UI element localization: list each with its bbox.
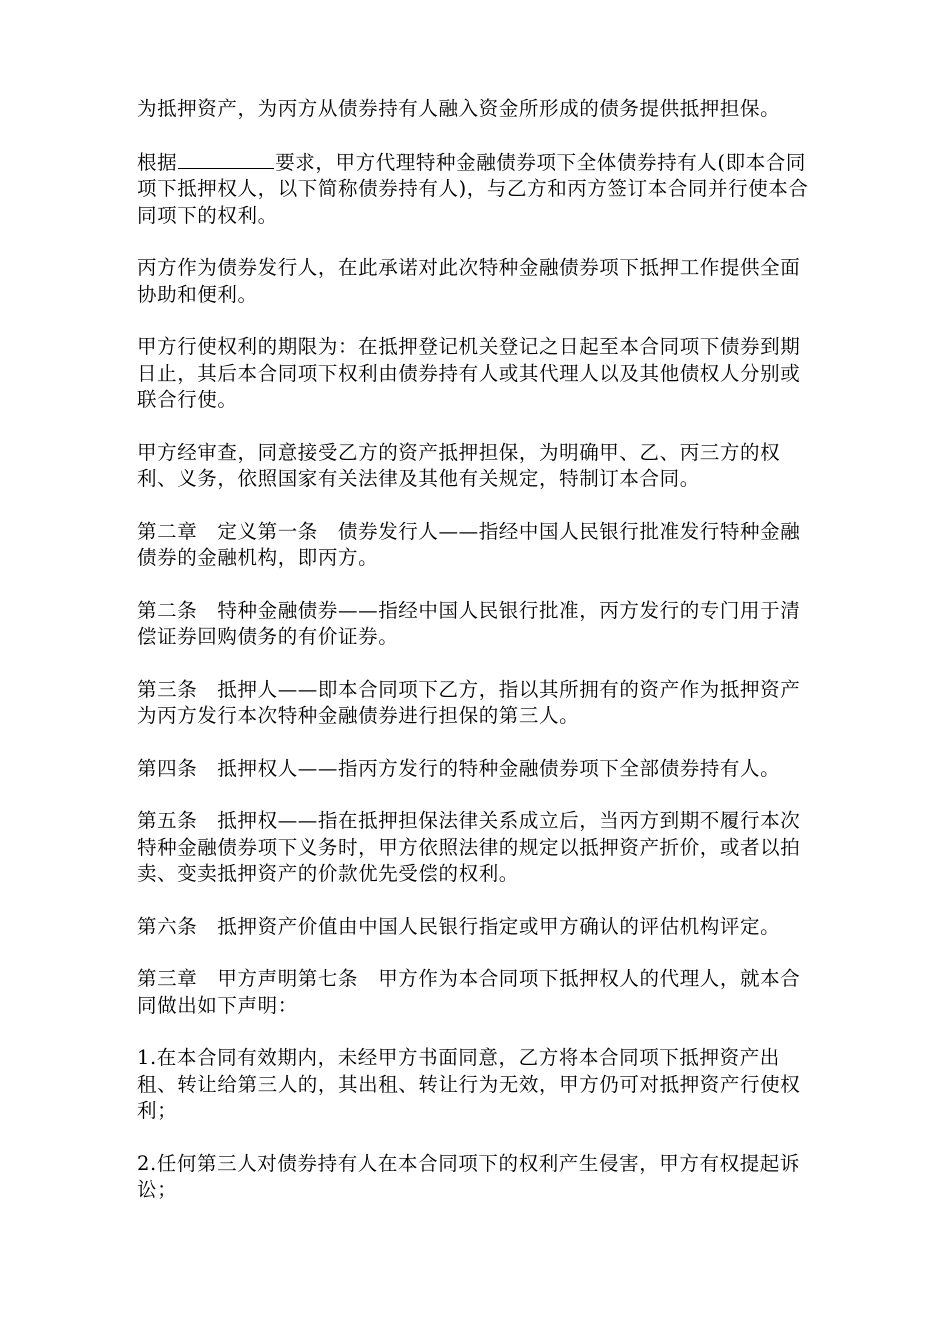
authorization-prefix: 根据 [137, 150, 178, 174]
clause-6-asset-valuation: 第六条 抵押资产价值由中国人民银行指定或甲方确认的评估机构评定。 [137, 914, 781, 938]
clause-1-bond-issuer: 第二章 定义第一条 债券发行人——指经中国人民银行批准发行特种金融债券的金融机构，即丙方。 [137, 519, 801, 569]
clause-4-mortgagee: 第四条 抵押权人——指丙方发行的特种金融债券项下全部债券持有人。 [137, 756, 781, 780]
document-body [137, 96, 815, 1230]
paragraph-authorization [137, 149, 815, 230]
statement-item-2: 2.任何第三人对债券持有人在本合同项下的权利产生侵害，甲方有权提起诉讼； [137, 1151, 801, 1201]
clause-7-party-a-statement: 第三章 甲方声明第七条 甲方作为本合同项下抵押权人的代理人，就本合同做出如下声明： [137, 967, 801, 1017]
clause-5-mortgage-right: 第五条 抵押权——指在抵押担保法律关系成立后，当丙方到期不履行本次特种金融债券项下义务时，甲方依照法律的规定以抵押资产折价，或者以拍卖、变卖抵押资产的价款优先受偿的权利。 [137, 809, 801, 885]
statement-item-1: 1.在本合同有效期内，未经甲方书面同意，乙方将本合同项下抵押资产出租、转让给第三人的，其出租、转让行为无效，甲方仍可对抵押资产行使权利； [137, 1046, 801, 1122]
authorization-text: 要求，甲方代理特种金融债券项下全体债券持有人(即本合同项下抵押权人，以下简称债券持有人)，与乙方和丙方签订本合同并行使本合同项下的权利。 [137, 150, 809, 227]
paragraph-rights-period: 甲方行使权利的期限为：在抵押登记机关登记之日起至本合同项下债券到期日止，其后本合同项下权利由债券持有人或其代理人以及其他债权人分别或联合行使。 [137, 335, 801, 411]
clause-3-mortgagor: 第三条 抵押人——即本合同项下乙方，指以其所拥有的资产作为抵押资产为丙方发行本次特种金融债券进行担保的第三人。 [137, 677, 801, 727]
paragraph-collateral-purpose: 为抵押资产，为丙方从债券持有人融入资金所形成的债务提供抵押担保。 [137, 97, 781, 120]
fill-in-blank [178, 149, 274, 169]
paragraph-approval: 甲方经审查，同意接受乙方的资产抵押担保，为明确甲、乙、丙三方的权利、义务，依照国家有关法律及其他有关规定，特制订本合同。 [137, 440, 781, 490]
clause-2-special-bond: 第二条 特种金融债券——指经中国人民银行批准，丙方发行的专门用于清偿证券回购债务的有价证券。 [137, 598, 801, 648]
paragraph-issuer-commitment: 丙方作为债券发行人，在此承诺对此次特种金融债券项下抵押工作提供全面协助和便利。 [137, 256, 801, 306]
